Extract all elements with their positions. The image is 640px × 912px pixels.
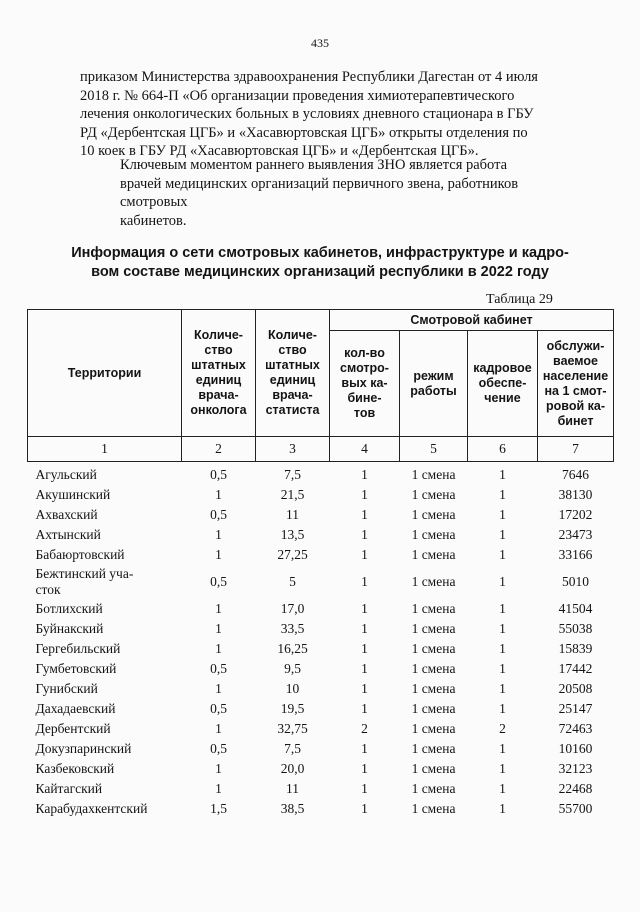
work-mode-cell: 1 смена	[411, 467, 456, 482]
territory-cell: Дербентский	[35, 721, 111, 736]
oncologists-cell: 1	[215, 621, 222, 636]
staffing-cell: 1	[499, 601, 506, 616]
rooms-cell: 1	[361, 547, 368, 562]
territory-cell: Акушинский	[35, 487, 111, 502]
staffing-cell: 1	[499, 527, 506, 542]
oncologists-cell: 0,5	[210, 741, 227, 756]
table-label: Таблица 29	[486, 292, 553, 307]
staffing-cell: 1	[499, 801, 506, 816]
header-statisticians: Количе- ство штатных единиц врача- статиста	[256, 310, 330, 437]
population-cell: 38130	[558, 487, 593, 502]
header-rooms-count: кол-во смотро- вых ка- бине- тов	[330, 331, 400, 437]
rooms-cell: 1	[361, 507, 368, 522]
rooms-cell: 1	[361, 641, 368, 656]
population-cell: 23473	[558, 527, 593, 542]
oncologists-cell: 1	[215, 641, 222, 656]
table-row	[28, 799, 614, 819]
statisticians-cell: 13,5	[280, 527, 305, 542]
table-row	[28, 462, 614, 486]
territory-cell: Докузпаринский	[35, 741, 132, 756]
statisticians-cell: 11	[286, 507, 299, 522]
statisticians-cell: 21,5	[280, 487, 305, 502]
population-cell: 10160	[558, 741, 593, 756]
work-mode-cell: 1 смена	[411, 781, 456, 796]
territory-cell: Буйнакский	[35, 621, 104, 636]
column-number: 3	[256, 437, 330, 462]
table-row	[28, 699, 614, 719]
text-line: приказом Министерства здравоохранения Республики Дагестан от 4 июля	[80, 69, 538, 85]
header-population: обслужи- ваемое население на 1 смот- ровой ка- бинет	[538, 331, 614, 437]
oncologists-cell: 1	[215, 721, 222, 736]
population-cell: 22468	[558, 781, 593, 796]
oncologists-cell: 0,5	[210, 701, 227, 716]
table-row	[28, 619, 614, 639]
table-row	[28, 779, 614, 799]
work-mode-cell: 1 смена	[411, 721, 456, 736]
table-row	[28, 659, 614, 679]
territory-cell: Агульский	[35, 467, 97, 482]
territory-cell: Бабаюртовский	[35, 547, 125, 562]
table-row	[28, 639, 614, 659]
population-cell: 33166	[558, 547, 593, 562]
oncologists-cell: 1	[215, 681, 222, 696]
table-title-line: Информация о сети смотровых кабинетов, инфраструктуре и кадро-	[71, 245, 569, 261]
oncologists-cell: 1	[215, 547, 222, 562]
table-body	[28, 462, 614, 820]
body-paragraph-order	[80, 68, 572, 161]
rooms-cell: 1	[361, 527, 368, 542]
oncologists-cell: 1	[215, 761, 222, 776]
rooms-cell: 1	[361, 487, 368, 502]
work-mode-cell: 1 смена	[411, 641, 456, 656]
work-mode-cell: 1 смена	[411, 574, 456, 589]
text-line: 10 коек в ГБУ РД «Хасавюртовская ЦГБ» и «Дербентская ЦГБ».	[80, 143, 479, 159]
table-row	[28, 719, 614, 739]
rooms-cell: 1	[361, 601, 368, 616]
staffing-cell: 1	[499, 467, 506, 482]
statisticians-cell: 7,5	[284, 741, 301, 756]
territory-cell: Ахвахский	[35, 507, 98, 522]
statisticians-cell: 38,5	[280, 801, 305, 816]
territory-cell: Гунибский	[35, 681, 98, 696]
staffing-cell: 1	[499, 761, 506, 776]
staffing-cell: 1	[499, 781, 506, 796]
work-mode-cell: 1 смена	[411, 701, 456, 716]
table-row	[28, 485, 614, 505]
population-cell: 7646	[562, 467, 590, 482]
population-cell: 72463	[558, 721, 593, 736]
rooms-cell: 1	[361, 701, 368, 716]
work-mode-cell: 1 смена	[411, 527, 456, 542]
staffing-cell: 1	[499, 661, 506, 676]
work-mode-cell: 1 смена	[411, 547, 456, 562]
statisticians-cell: 20,0	[280, 761, 305, 776]
population-cell: 17202	[558, 507, 593, 522]
work-mode-cell: 1 смена	[411, 741, 456, 756]
work-mode-cell: 1 смена	[411, 487, 456, 502]
column-number: 6	[468, 437, 538, 462]
rooms-cell: 1	[361, 741, 368, 756]
rooms-cell: 1	[361, 621, 368, 636]
staffing-cell: 1	[499, 574, 506, 589]
staffing-cell: 1	[499, 547, 506, 562]
population-cell: 55038	[558, 621, 593, 636]
territory-cell: Казбековский	[35, 761, 115, 776]
oncologists-cell: 1,5	[210, 801, 227, 816]
oncologists-cell: 1	[215, 527, 222, 542]
population-cell: 55700	[558, 801, 593, 816]
table-row	[28, 739, 614, 759]
statisticians-cell: 32,75	[277, 721, 308, 736]
territory-cell: Ахтынский	[35, 527, 101, 542]
column-number: 7	[538, 437, 614, 462]
oncologists-cell: 1	[215, 781, 222, 796]
text-line: РД «Дербентская ЦГБ» и «Хасавюртовская ЦГБ» открыты отделения по	[80, 124, 528, 141]
territory-cell: Ботлихский	[35, 601, 103, 616]
staffing-cell: 1	[499, 487, 506, 502]
work-mode-cell: 1 смена	[411, 507, 456, 522]
table-row	[28, 505, 614, 525]
header-territory: Территории	[28, 310, 182, 437]
header-oncologists: Количе- ство штатных единиц врача- онколога	[182, 310, 256, 437]
statisticians-cell: 27,25	[277, 547, 308, 562]
staffing-cell: 1	[499, 507, 506, 522]
oncologists-cell: 0,5	[210, 661, 227, 676]
table-title	[60, 244, 580, 282]
rooms-cell: 1	[361, 801, 368, 816]
oncologists-cell: 0,5	[210, 507, 227, 522]
rooms-cell: 1	[361, 467, 368, 482]
rooms-cell: 2	[361, 721, 368, 736]
column-number: 2	[182, 437, 256, 462]
work-mode-cell: 1 смена	[411, 601, 456, 616]
table-row	[28, 565, 614, 599]
rooms-cell: 1	[361, 661, 368, 676]
statisticians-cell: 5	[289, 574, 296, 589]
header-work-mode: режим работы	[400, 331, 468, 437]
population-cell: 25147	[558, 701, 593, 716]
staffing-cell: 1	[499, 741, 506, 756]
work-mode-cell: 1 смена	[411, 681, 456, 696]
population-cell: 5010	[562, 574, 590, 589]
territory-cell: Бежтинский уча- сток	[35, 566, 134, 597]
territory-cell: Дахадаевский	[35, 701, 116, 716]
header-staffing: кадровое обеспе- чение	[468, 331, 538, 437]
text-line: лечения онкологических больных в условиях дневного стационара в ГБУ	[80, 106, 534, 122]
text-line: кабинетов.	[120, 212, 187, 229]
staffing-cell: 1	[499, 681, 506, 696]
column-number: 5	[400, 437, 468, 462]
statisticians-cell: 9,5	[284, 661, 301, 676]
work-mode-cell: 1 смена	[411, 761, 456, 776]
territory-cell: Карабудахкентский	[35, 801, 148, 816]
body-paragraph-early-detection	[80, 156, 572, 230]
text-line: Ключевым моментом раннего выявления ЗНО является работа	[120, 157, 508, 173]
table-row	[28, 759, 614, 779]
population-cell: 32123	[558, 761, 593, 776]
column-number: 1	[28, 437, 182, 462]
staffing-cell: 2	[499, 721, 506, 736]
statisticians-cell: 19,5	[280, 701, 305, 716]
oncologists-cell: 0,5	[210, 467, 227, 482]
rooms-cell: 1	[361, 761, 368, 776]
territory-cell: Гумбетовский	[35, 661, 117, 676]
population-cell: 15839	[558, 641, 593, 656]
text-line: врачей медицинских организаций первичного звена, работников	[120, 175, 519, 192]
population-cell: 20508	[558, 681, 593, 696]
table-row	[28, 679, 614, 699]
statisticians-cell: 10	[285, 681, 300, 696]
staffing-cell: 1	[499, 701, 506, 716]
header-exam-room: Смотровой кабинет	[330, 310, 614, 331]
column-number: 4	[330, 437, 400, 462]
statisticians-cell: 7,5	[284, 467, 301, 482]
territory-cell: Кайтагский	[35, 781, 103, 796]
rooms-cell: 1	[361, 681, 368, 696]
table-row	[28, 599, 614, 619]
table-row	[28, 545, 614, 565]
staffing-cell: 1	[499, 641, 506, 656]
staffing-cell: 1	[499, 621, 506, 636]
table-title-line: вом составе медицинских организаций республики в 2022 году	[91, 264, 549, 280]
oncologists-cell: 1	[215, 487, 222, 502]
statisticians-cell: 11	[286, 781, 299, 796]
population-cell: 17442	[558, 661, 593, 676]
population-cell: 41504	[558, 601, 593, 616]
oncologists-cell: 0,5	[210, 574, 227, 589]
work-mode-cell: 1 смена	[411, 621, 456, 636]
rooms-cell: 1	[361, 781, 368, 796]
oncologists-cell: 1	[215, 601, 222, 616]
work-mode-cell: 1 смена	[411, 801, 456, 816]
statisticians-cell: 17,0	[280, 601, 305, 616]
text-line: 2018 г. № 664-П «Об организации проведения химиотерапевтического	[80, 87, 515, 104]
statisticians-cell: 16,25	[277, 641, 308, 656]
exam-rooms-table	[27, 309, 614, 819]
work-mode-cell: 1 смена	[411, 661, 456, 676]
table-row	[28, 525, 614, 545]
statisticians-cell: 33,5	[280, 621, 305, 636]
text-line: смотровых	[120, 194, 188, 210]
territory-cell: Гергебильский	[35, 641, 121, 656]
page-number: 435	[311, 36, 329, 50]
rooms-cell: 1	[361, 574, 368, 589]
